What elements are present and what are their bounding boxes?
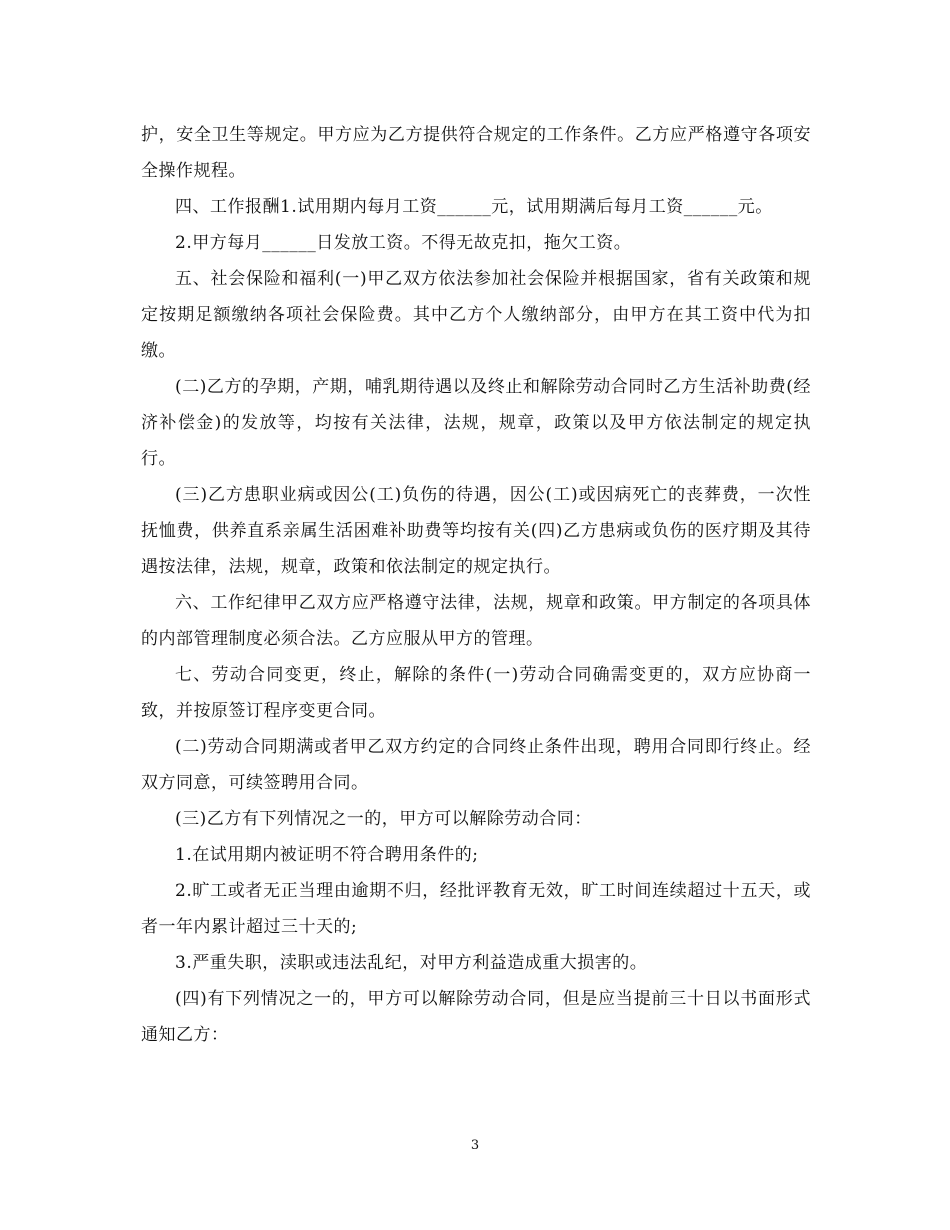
list-item-misconduct: 3.严重失职，渎职或违法乱纪，对甲方利益造成重大损害的。 bbox=[175, 953, 648, 973]
paragraph-social-insurance: 五、社会保险和福利(一)甲乙双方依法参加社会保险并根据国家，省有关政策和规定按期足额缴纳各项社会保险费。其中乙方个人缴纳部分，由甲方在其工资中代为扣缴。 bbox=[141, 269, 811, 361]
list-item-probation: 1.在试用期内被证明不符合聘用条件的; bbox=[175, 845, 479, 865]
paragraph-contract-expiry: (二)劳动合同期满或者甲乙双方约定的合同终止条件出现，聘用合同即行终止。经双方同意，可续签聘用合同。 bbox=[141, 737, 811, 793]
paragraph-continuation: 护，安全卫生等规定。甲方应为乙方提供符合规定的工作条件。乙方应严格遵守各项安全操作规程。 bbox=[141, 125, 811, 181]
paragraph-work-discipline: 六、工作纪律甲乙双方应严格遵守法律，法规，规章和政策。甲方制定的各项具体的内部管理制度必须合法。乙方应服从甲方的管理。 bbox=[141, 593, 811, 649]
paragraph-occupational-disease: (三)乙方患职业病或因公(工)负伤的待遇，因公(工)或因病死亡的丧葬费，一次性抚恤费，供养直系亲属生活困难补助费等均按有关(四)乙方患病或负伤的医疗期及其待遇按法律，法规，规章，政策和依法制定的规定执行。 bbox=[141, 485, 811, 577]
paragraph-notice-termination: (四)有下列情况之一的，甲方可以解除劳动合同，但是应当提前三十日以书面形式通知乙方： bbox=[141, 989, 811, 1045]
paragraph-work-pay: 四、工作报酬1.试用期内每月工资______元，试用期满后每月工资______元。 bbox=[175, 197, 773, 217]
list-item-absenteeism: 2.旷工或者无正当理由逾期不归，经批评教育无效，旷工时间连续超过十五天，或者一年内累计超过三十天的; bbox=[141, 881, 811, 937]
paragraph-pay-day: 2.甲方每月______日发放工资。不得无故克扣，拖欠工资。 bbox=[175, 233, 632, 253]
paragraph-maternity: (二)乙方的孕期，产期，哺乳期待遇以及终止和解除劳动合同时乙方生活补助费(经济补偿金)的发放等，均按有关法律，法规，规章，政策以及甲方依法制定的规定执行。 bbox=[141, 377, 811, 469]
page-number: 3 bbox=[470, 1138, 480, 1153]
paragraph-contract-change: 七、劳动合同变更，终止，解除的条件(一)劳动合同确需变更的，双方应协商一致，并按原签订程序变更合同。 bbox=[141, 665, 811, 721]
document-body bbox=[141, 117, 811, 1053]
paragraph-termination-conditions: (三)乙方有下列情况之一的，甲方可以解除劳动合同： bbox=[175, 809, 592, 829]
